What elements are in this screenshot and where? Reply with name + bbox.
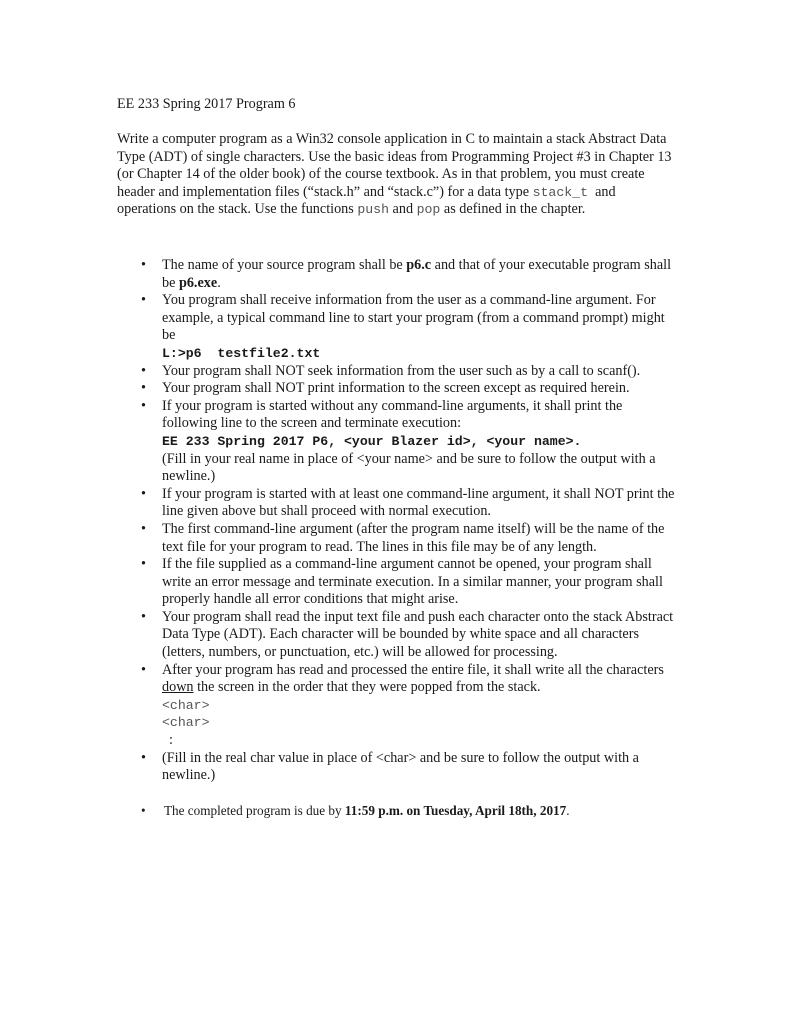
- list-item-pop-output: [117, 662, 677, 750]
- list-item-no-print: [117, 380, 677, 398]
- bullet-icon: •: [141, 380, 146, 397]
- bullet-icon: •: [141, 485, 146, 502]
- list-item-due-date: [117, 802, 677, 820]
- list-item-first-argument: [117, 521, 677, 556]
- char-line-2: <char>: [162, 715, 210, 731]
- list-item-file-error: [117, 556, 677, 609]
- bullet-icon: •: [141, 292, 146, 309]
- ellipsis-colon: :: [169, 732, 173, 749]
- bullet-icon: •: [141, 520, 146, 537]
- command-example: [162, 345, 677, 363]
- list-item-with-arguments: [117, 486, 677, 521]
- b2-text: You program shall receive information from the user as a command-line argument. For example, a typical command line to start your program (from a command prompt) might be: [162, 292, 665, 344]
- bullet-icon: •: [141, 556, 146, 573]
- due-date: 11:59 p.m. on Tuesday, April 18th, 2017: [344, 802, 567, 818]
- b3-text: Your program shall NOT seek information from the user such as by a call to scanf().: [162, 362, 641, 379]
- intro-paragraph: [117, 131, 677, 219]
- list-item-source-name: [117, 257, 677, 292]
- bullet-icon: •: [141, 362, 146, 379]
- b7-text: The first command-line argument (after the program name itself) will be the name of the text file for your program to read. The lines in this file may be of any length.: [162, 520, 665, 555]
- b9-text: Your program shall read the input text file and push each character onto the stack Abstract Data Type (ADT). Each character will be bounded by white space and all characters (letters, numbers, or punctuation, etc.) will be allowed for processing.: [162, 608, 674, 661]
- list-item-no-arguments: [117, 398, 677, 486]
- bullet-icon: •: [141, 257, 146, 273]
- char-line-1: <char>: [162, 697, 210, 713]
- b10-underlined: down: [162, 679, 194, 696]
- intro-text-3: as defined in the chapter.: [443, 201, 586, 218]
- command-prompt: L:>p6: [162, 345, 202, 361]
- code-stack-t: stack_t: [532, 184, 588, 200]
- list-item-char-note: [117, 750, 677, 785]
- bullet-icon: •: [141, 661, 146, 678]
- list-item-no-input: [117, 363, 677, 381]
- b5-text: If your program is started without any command-line arguments, it shall print the following line to the screen and terminate execution:: [162, 397, 623, 432]
- b5-note: (Fill in your real name in place of <your name> and be sure to follow the output with a newline.): [162, 450, 656, 485]
- code-push: push: [357, 202, 389, 218]
- list-item-push-stack: [117, 609, 677, 662]
- requirements-list: [117, 257, 677, 819]
- source-filename: p6.c: [406, 257, 432, 273]
- b10-post: the screen in the order that they were popped from the stack.: [197, 679, 541, 696]
- b1-end: .: [217, 274, 221, 291]
- spacer: [117, 785, 677, 802]
- page-title: EE 233 Spring 2017 Program 6: [117, 96, 296, 112]
- b8-text: If the file supplied as a command-line argument cannot be opened, your program shall write an error message and terminate execution. In a similar manner, your program shall properly handle all error conditions that might arise.: [162, 556, 663, 608]
- bullet-icon: •: [141, 397, 146, 414]
- intro-text-2: and operations on the stack. Use the functions: [117, 183, 616, 218]
- intro-and: and: [392, 201, 414, 218]
- b1-pre: The name of your source program shall be: [162, 257, 403, 273]
- code-pop: pop: [416, 202, 441, 218]
- bullet-icon: •: [141, 802, 146, 818]
- b4-text: Your program shall NOT print information to the screen except as required herein.: [162, 380, 630, 397]
- b1-mid: and that of your executable program shall be: [162, 257, 672, 291]
- b12-pre: The completed program is due by: [164, 802, 342, 818]
- b11-text: (Fill in the real char value in place of <char> and be sure to follow the output with a newline.): [162, 749, 639, 784]
- intro-text-1: Write a computer program as a Win32 console application in C to maintain a stack Abstract Data Type (ADT) of single characters. Use the basic ideas from Programming Project #3 in Chapter 13 (or Chapter 14 of the older book) of the course textbook. As in that problem, you must create header and implementation files (“stack.h” and “stack.c”) for a data type: [117, 131, 672, 200]
- b12-end: .: [566, 802, 570, 818]
- bullet-icon: •: [141, 749, 146, 766]
- list-item-command-line: [117, 292, 677, 362]
- output-line-code: EE 233 Spring 2017 P6, <your Blazer id>, <your name>.: [162, 433, 582, 449]
- b6-text: If your program is started with at least one command-line argument, it shall NOT print the line given above but shall proceed with normal execution.: [162, 485, 675, 520]
- bullet-icon: •: [141, 608, 146, 625]
- exe-filename: p6.exe: [178, 274, 218, 291]
- command-argument: testfile2.txt: [217, 345, 321, 361]
- b10-pre: After your program has read and processed the entire file, it shall write all the characters: [162, 661, 664, 678]
